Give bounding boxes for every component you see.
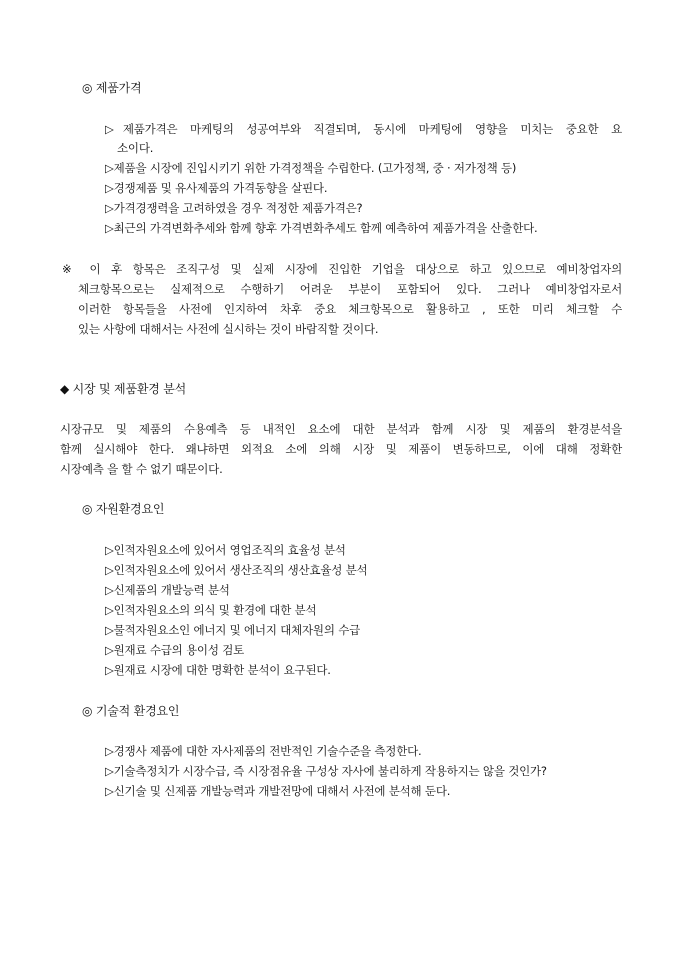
list-item: ▷인적자원요소에 있어서 생산조직의 생산효율성 분석 [105,563,368,577]
section-heading-technical-factors: ◎ 기술적 환경요인 [82,704,180,718]
list-item: ▷원재료 시장에 대한 명확한 분석이 요구된다. [105,663,331,677]
list-item: ▷가격경쟁력을 고려하였을 경우 적정한 제품가격은? [105,201,363,215]
section-heading-market-analysis: ◆ 시장 및 제품환경 분석 [60,382,187,396]
note-line: 체크항목으로는 실제적으로 수행하기 어려운 부분이 포함되어 있다. 그러나 예비창업자로서 [78,282,622,296]
list-item-continuation: 소이다. [117,141,154,155]
section-heading-product-price: ◎ 제품가격 [82,81,142,95]
list-item: ▷물적자원요소인 에너지 및 에너지 대체자원의 수급 [105,623,361,637]
list-item: ▷기술측정치가 시장수급, 즉 시장점유율 구성상 자사에 불리하게 작용하지는 않을 것인가? [105,764,547,778]
paragraph-line: 함께 실시해야 한다. 왜냐하면 외적요 소에 의해 시장 및 제품이 변동하므로, 이에 대해 정확한 [60,442,622,456]
note-line: ※ 이 후 항목은 조직구성 및 실제 시장에 진입한 기업을 대상으로 하고 있으므로 예비창업자의 [62,262,622,276]
list-item: ▷원재료 수급의 용이성 검토 [105,643,245,657]
note-line: 이러한 항목들을 사전에 인지하여 차후 중요 체크항목으로 활용하고 , 또한 미리 체크할 수 [78,302,622,316]
list-item: ▷신제품의 개발능력 분석 [105,583,230,597]
list-item: ▷인적자원요소에 있어서 영업조직의 효율성 분석 [105,543,346,557]
list-item: ▷경쟁제품 및 유사제품의 가격동향을 살핀다. [105,181,328,195]
list-item: ▷경쟁사 제품에 대한 자사제품의 전반적인 기술수준을 측정한다. [105,744,422,758]
list-item: ▷최근의 가격변화추세와 함께 향후 가격변화추세도 함께 예측하여 제품가격을 산출한다. [105,221,538,235]
list-item: ▷제품가격은 마케팅의 성공여부와 직결되며, 동시에 마케팅에 영향을 미치는 중요한 요 [105,122,622,136]
note-line: 있는 사항에 대해서는 사전에 실시하는 것이 바람직할 것이다. [78,322,379,336]
list-item: ▷신기술 및 신제품 개발능력과 개발전망에 대해서 사전에 분석해 둔다. [105,784,451,798]
paragraph-line: 시장규모 및 제품의 수용예측 등 내적인 요소에 대한 분석과 함께 시장 및 제품의 환경분석을 [60,422,622,436]
list-item: ▷제품을 시장에 진입시키기 위한 가격정책을 수립한다. (고가정책, 중 · 저가정책 등) [105,161,517,175]
section-heading-resource-factors: ◎ 자원환경요인 [82,502,165,516]
paragraph-line: 시장예측 을 할 수 없기 때문이다. [60,462,223,476]
list-item: ▷인적자원요소의 의식 및 환경에 대한 분석 [105,603,317,617]
